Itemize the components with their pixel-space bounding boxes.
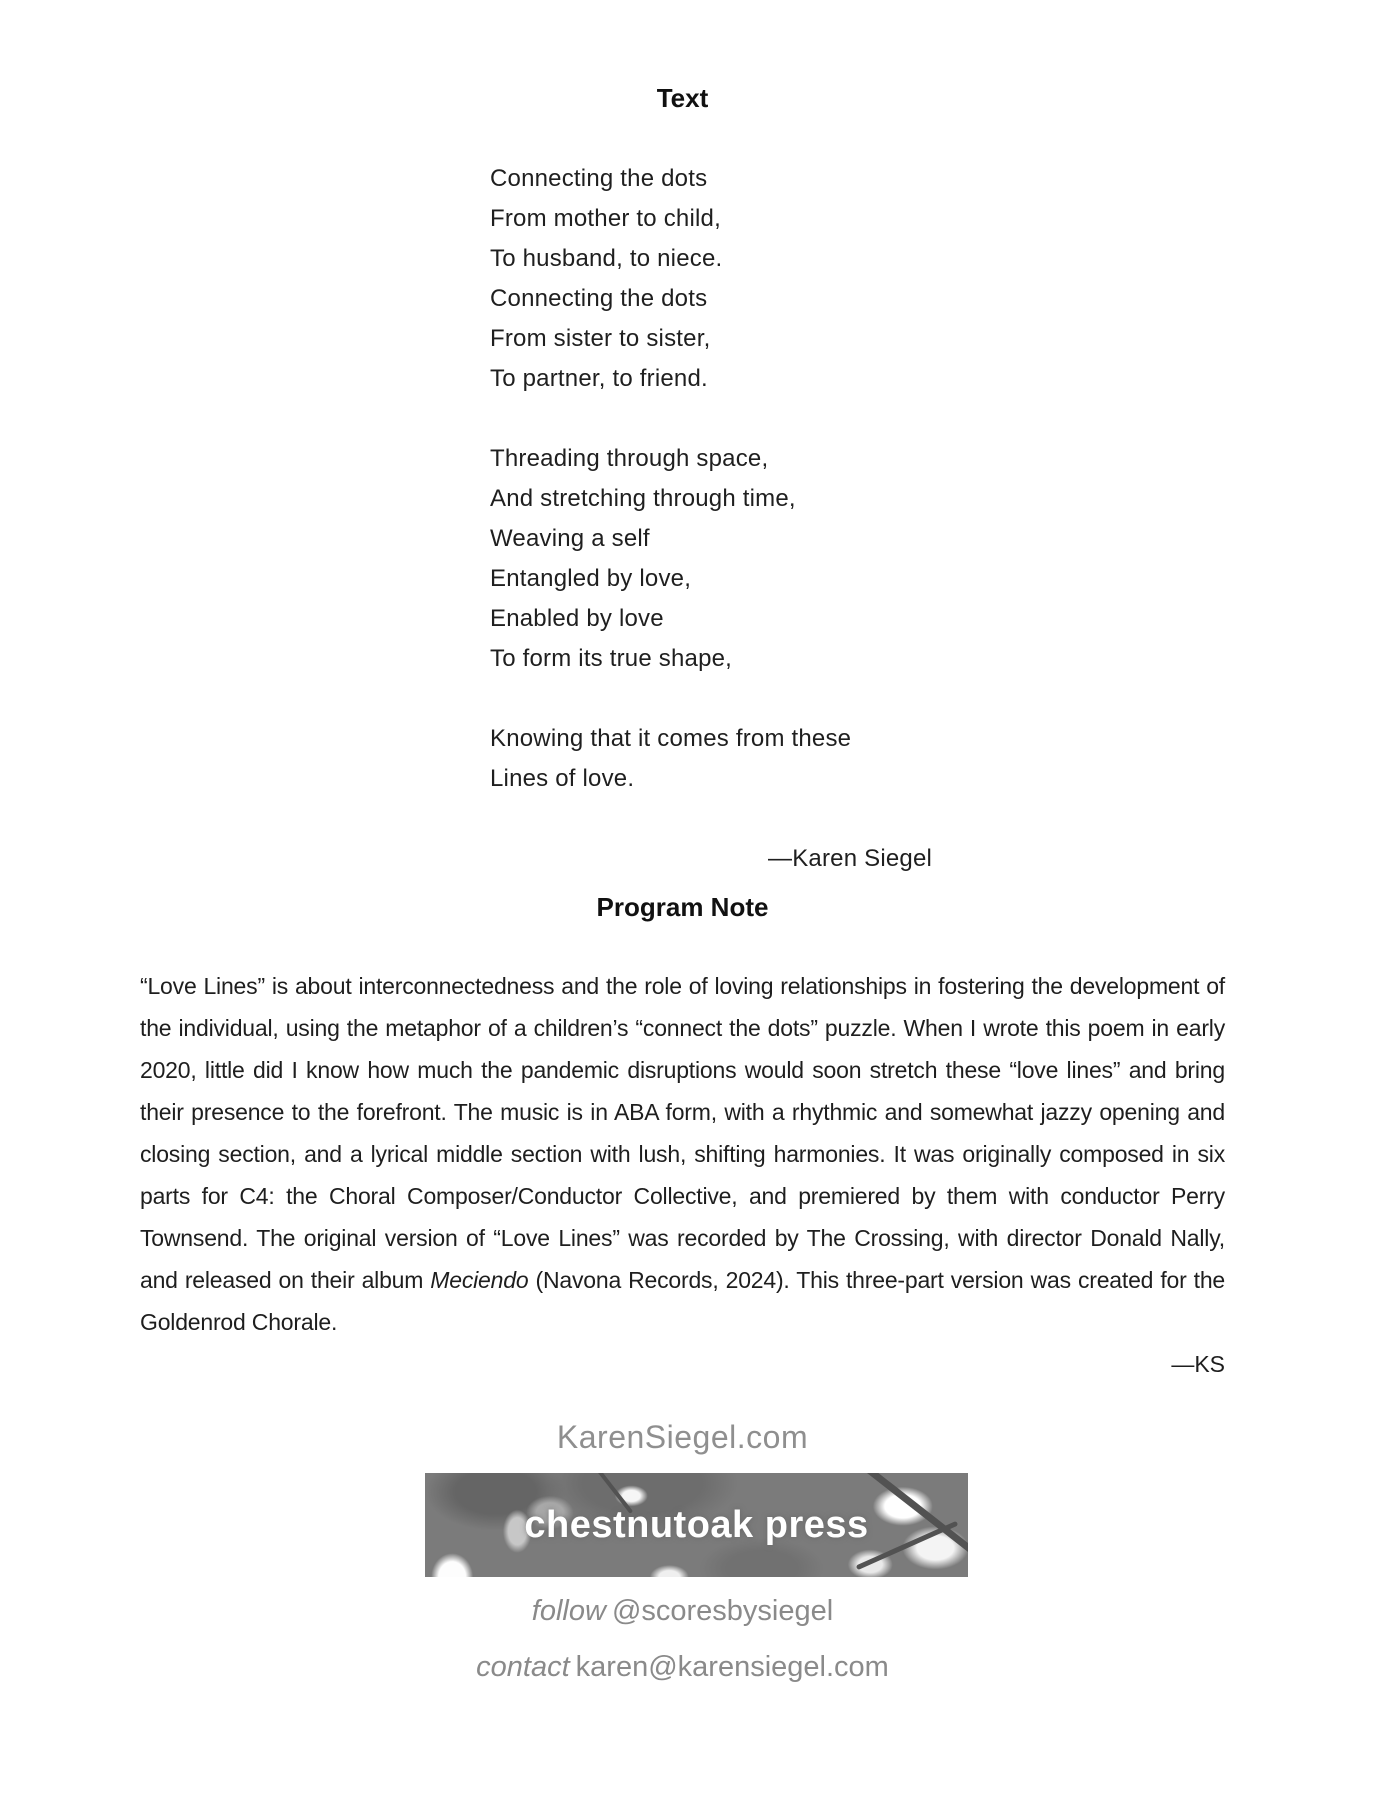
follow-handle: @scoresbysiegel [611,1595,834,1627]
poem-line: To form its true shape, [490,645,733,672]
website-url: KarenSiegel.com [556,1419,809,1455]
poem-line: From sister to sister, [490,325,711,352]
poem-line: From mother to child, [490,205,721,232]
poem-line: Lines of love. [490,765,635,792]
poem-stanza-3 [490,719,932,799]
poem-line: Entangled by love, [490,565,692,592]
poem-line: To partner, to friend. [490,365,708,392]
poem-stanza-1 [490,159,932,399]
follow-label: follow [531,1595,606,1627]
poem-line: Enabled by love [490,605,664,632]
program-note-attribution: —KS [1171,1351,1225,1377]
text-section-title: Text [656,83,709,113]
program-note-paragraph [140,965,1225,1343]
poem-line: To husband, to niece. [490,245,723,272]
contact-email: karen@karensiegel.com [575,1651,889,1683]
poem-line: Connecting the dots [490,165,708,192]
poem-stanza-2 [490,439,932,679]
footer-contact-block [140,1583,1225,1695]
poem-line: Threading through space, [490,445,769,472]
poem-line: Knowing that it comes from these [490,725,852,752]
contact-label: contact [476,1651,570,1683]
poem-line: Weaving a self [490,525,650,552]
album-title: Meciendo [430,1267,529,1293]
poem-line: Connecting the dots [490,285,708,312]
follow-line [140,1583,1225,1639]
poem [490,159,932,879]
contact-line [140,1639,1225,1695]
publisher-banner [425,1473,968,1577]
program-note-text: “Love Lines” is about interconnectedness and the role of loving relationships in fostering the development of the individual, using the metaphor of a children’s “connect the dots” puzzle. When I wrote this poem in early 2020, little did I know how much the pandemic disruptions would soon stretch these “love lines” and bring their presence to the forefront. The music is in ABA form, with a rhythmic and somewhat jazzy opening and closing section, and a lyrical middle section with lush, shifting harmonies. It was originally composed in six parts for C4: the Choral Composer/Conductor Collective, and premiered by them with conductor Perry Townsend. The original version of “Love Lines” was recorded by The Crossing, with director Donald Nally, and released on their album [140,973,1225,1293]
poem-line: And stretching through time, [490,485,796,512]
publisher-name: chestnutoak press [524,1503,869,1546]
program-note-title: Program Note [596,892,769,922]
program-note-text-after: (Navona Records, 2024). This three-part version was created for the Goldenrod Chorale. [140,1267,1225,1335]
program-note-section [140,965,1225,1385]
poem-attribution: —Karen Siegel [768,845,933,872]
